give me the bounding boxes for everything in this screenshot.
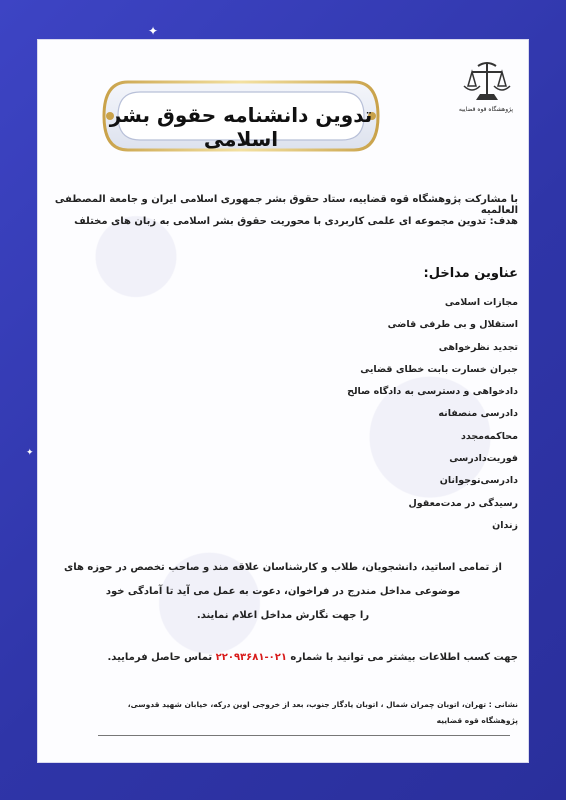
poster-sheet	[38, 40, 528, 762]
contact-text-after: تماس حاصل فرمایید.	[107, 652, 216, 663]
footer-address: نشانی : تهران، اتوبان چمران شمال ، اتوبان یادگار جنوب، بعد از خروجی اوین درکه، خیابان شهید قدوسی،	[127, 700, 518, 709]
contact-line	[58, 652, 518, 663]
footer-divider	[98, 735, 510, 736]
list-item: مجازات اسلامی	[444, 297, 518, 308]
list-item: زندان	[492, 519, 518, 531]
partners-line: با مشارکت پژوهشگاه قوه قضاییه، ستاد حقوق بشر جمهوری اسلامی ایران و جامعة المصطفی العالمیه	[54, 194, 518, 216]
sparkle-icon: ✦	[148, 24, 159, 38]
topics-list	[347, 292, 518, 537]
logo-caption: پژوهشگاه قوه قضاییه	[458, 106, 514, 113]
call-line-2: موضوعی مداخل مندرج در فراخوان، دعوت به عمل می آید تا آمادگی خود	[105, 586, 461, 597]
goal-line: هدف: تدوین مجموعه ای علمی کاربردی با محوریت حقوق بشر اسلامی به زبان های مختلف	[74, 216, 518, 227]
list-item: دادرسی منصفانه	[438, 408, 518, 420]
phone-number: ۰۲۱-۲۲۰۹۳۶۸۱	[215, 652, 287, 663]
title-plaque	[100, 72, 382, 160]
list-item: دادرسی‌نوجوانان	[439, 475, 518, 487]
sparkle-icon: ✦	[26, 448, 34, 458]
list-item: رسیدگی در مدت‌معقول	[408, 497, 518, 509]
list-item: استقلال و بی طرفی قاضی	[387, 319, 518, 331]
contact-text-before: جهت کسب اطلاعات بیشتر می توانید با شماره	[286, 652, 518, 663]
judiciary-logo	[458, 60, 516, 136]
page-title: تدوین دانشنامه حقوق بشر اسلامی	[109, 103, 373, 151]
list-item: جبران خسارت بابت خطای قضایی	[360, 363, 518, 375]
call-line-3: را جهت نگارش مداخل اعلام نمایند.	[196, 610, 370, 621]
list-item: تجدید نظرخواهی	[438, 341, 518, 353]
list-item: فوریت‌دادرسی	[449, 453, 518, 465]
list-item: دادخواهی و دسترسی به دادگاه صالح	[347, 386, 518, 398]
topics-heading: عناوین مداخل:	[423, 266, 518, 281]
footer-organization: پژوهشگاه قوه قضاییه	[436, 716, 518, 725]
call-line-1: از تمامی اساتید، دانشجویان، طلاب و کارشناسان علاقه مند و صاحب تخصص در حوزه های	[64, 562, 502, 573]
list-item: محاکمه‌مجدد	[460, 430, 518, 442]
scales-book-icon	[458, 60, 516, 106]
